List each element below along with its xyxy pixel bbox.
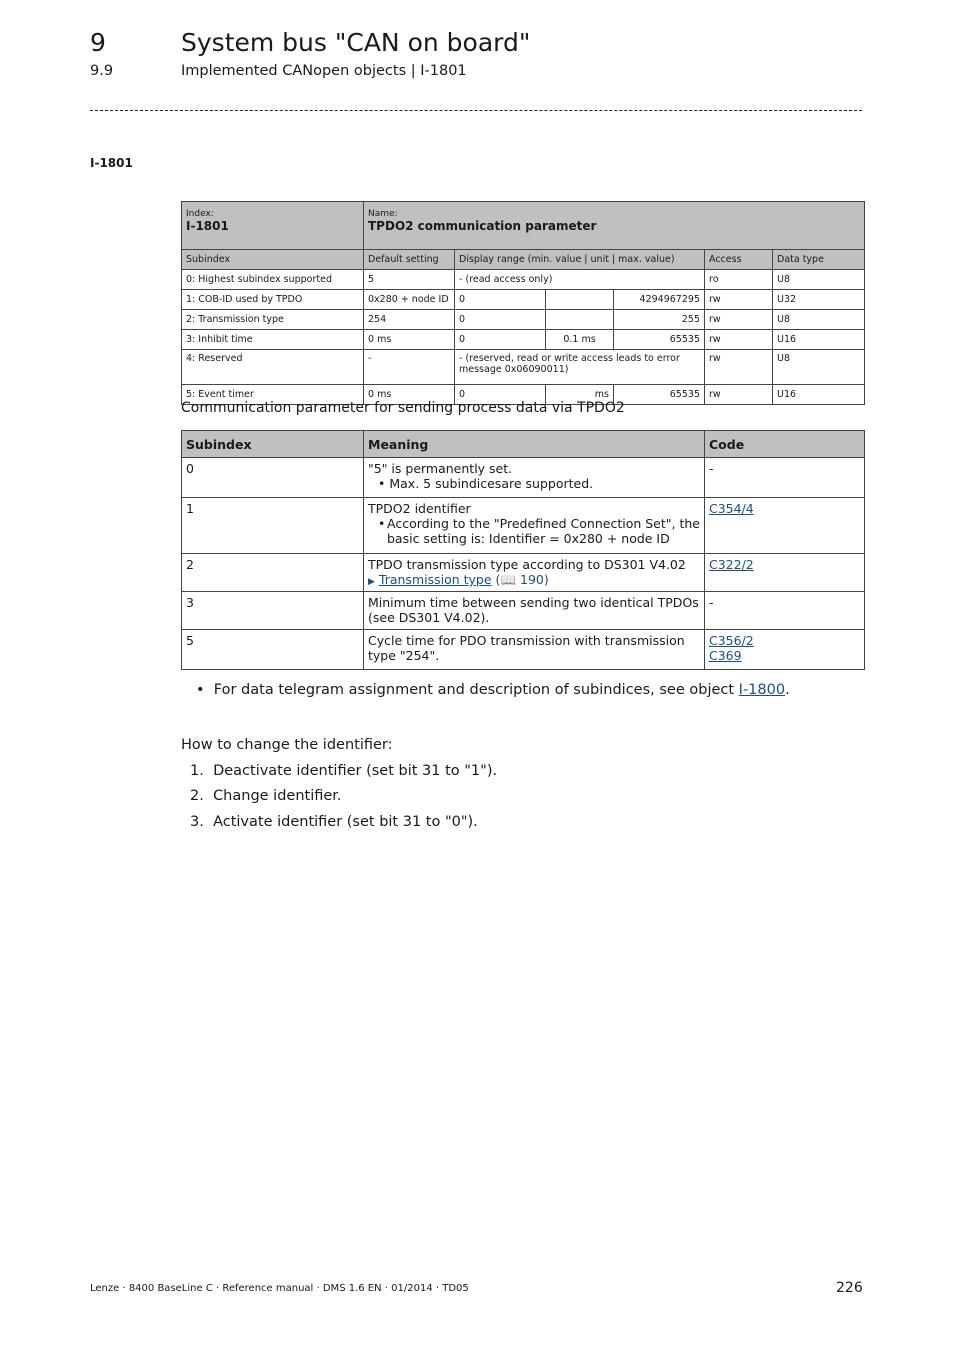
cell-max: 65535	[614, 330, 705, 350]
cell-access: rw	[705, 330, 773, 350]
cell-unit	[546, 290, 614, 310]
cell-default: 0 ms	[364, 330, 455, 350]
meaning-text: TPDO transmission type according to DS301 V4.02	[368, 557, 686, 572]
cell-subindex: 2: Transmission type	[182, 310, 364, 330]
section-number: 9.9	[90, 63, 114, 79]
cell-subindex: 3	[182, 592, 364, 630]
code-link[interactable]: C322/2	[709, 557, 754, 572]
cell-access: rw	[705, 350, 773, 385]
meaning-text: "5" is permanently set.	[368, 461, 513, 476]
index-value: I-1801	[186, 219, 229, 233]
table-row	[182, 458, 865, 498]
cell-min: 0	[455, 310, 546, 330]
cell-code	[705, 630, 865, 670]
cell-unit	[546, 310, 614, 330]
page-number: 226	[836, 1280, 863, 1296]
name-label: Name:	[368, 209, 398, 219]
table-header-row	[182, 431, 865, 458]
step-text: Change identifier.	[213, 788, 342, 804]
cell-access: rw	[705, 385, 773, 405]
cell-code	[705, 498, 865, 554]
cell-default: 254	[364, 310, 455, 330]
table-row	[182, 330, 865, 350]
cell-unit: ms	[546, 385, 614, 405]
note-text: For data telegram assignment and description of subindices, see object	[213, 682, 739, 698]
chapter-title: System bus "CAN on board"	[181, 28, 531, 57]
cell-subindex: 3: Inhibit time	[182, 330, 364, 350]
table-header-row	[182, 202, 865, 250]
cell-range: - (read access only)	[455, 270, 705, 290]
cell-unit: 0.1 ms	[546, 330, 614, 350]
step-text: Activate identifier (set bit 31 to "0").	[213, 814, 478, 830]
cell-max: 4294967295	[614, 290, 705, 310]
howto-title: How to change the identifier:	[181, 737, 393, 753]
cell-subindex: 5: Event timer	[182, 385, 364, 405]
cell-default: -	[364, 350, 455, 385]
cell-max: 255	[614, 310, 705, 330]
cell-subindex: 2	[182, 554, 364, 592]
bullet-dot: •	[196, 682, 205, 698]
cell-meaning	[364, 498, 705, 554]
col-header: Access	[705, 250, 773, 270]
howto-block	[181, 737, 497, 830]
col-header: Default setting	[364, 250, 455, 270]
cell-access: rw	[705, 310, 773, 330]
cell-meaning	[364, 554, 705, 592]
table-row	[182, 630, 865, 670]
table-caption: Communication parameter for sending process data via TPDO2	[181, 400, 625, 416]
cell-default: 5	[364, 270, 455, 290]
cell-code: -	[705, 592, 865, 630]
table-row	[182, 270, 865, 290]
table-row	[182, 310, 865, 330]
object-heading: I-1801	[90, 156, 133, 170]
cell-subindex: 4: Reserved	[182, 350, 364, 385]
meaning-bullet: • Max. 5 subindicesare supported.	[378, 476, 594, 491]
cell-subindex: 1	[182, 498, 364, 554]
code-link[interactable]: C369	[709, 648, 742, 663]
col-header: Code	[705, 431, 865, 458]
book-icon: 📖	[500, 572, 517, 587]
code-link[interactable]: C356/2	[709, 633, 754, 648]
cell-access: rw	[705, 290, 773, 310]
column-header-row	[182, 250, 865, 270]
section-title: Implemented CANopen objects | I-1801	[181, 63, 467, 79]
cell-subindex: 0	[182, 458, 364, 498]
cell-subindex: 5	[182, 630, 364, 670]
table-row	[182, 290, 865, 310]
i1800-link[interactable]: I-1800	[738, 682, 786, 698]
page-ref[interactable]: (📖 190)	[495, 572, 549, 587]
cross-reference	[368, 572, 700, 588]
cell-default: 0x280 + node ID	[364, 290, 455, 310]
cell-type: U16	[773, 330, 865, 350]
cell-code	[705, 554, 865, 592]
list-item: 1. Deactivate identifier (set bit 31 to "1").	[190, 763, 498, 779]
footer-text: Lenze · 8400 BaseLine C · Reference manual · DMS 1.6 EN · 01/2014 · TD05	[90, 1283, 469, 1294]
cell-code: -	[705, 458, 865, 498]
cell-meaning: Minimum time between sending two identical TPDOs (see DS301 V4.02).	[364, 592, 705, 630]
table-row	[182, 554, 865, 592]
cell-type: U32	[773, 290, 865, 310]
header-divider	[90, 110, 862, 111]
cell-type: U8	[773, 350, 865, 385]
cell-default: 0 ms	[364, 385, 455, 405]
note-end: .	[785, 682, 790, 698]
table-row	[182, 592, 865, 630]
cell-min: 0	[455, 385, 546, 405]
transmission-type-link[interactable]: Transmission type	[378, 572, 492, 587]
index-label: Index:	[186, 209, 214, 219]
cell-access: ro	[705, 270, 773, 290]
cell-max: 65535	[614, 385, 705, 405]
page-number: 190	[520, 572, 544, 587]
index-cell	[182, 202, 364, 250]
name-cell	[364, 202, 865, 250]
meaning-bullet	[368, 516, 700, 546]
code-link[interactable]: C354/4	[709, 501, 754, 516]
meaning-text: TPDO2 identifier	[368, 501, 471, 516]
arrow-right-icon: ▶	[368, 577, 375, 587]
cell-meaning	[364, 458, 705, 498]
col-header: Data type	[773, 250, 865, 270]
cell-meaning: Cycle time for PDO transmission with transmission type "254".	[364, 630, 705, 670]
cell-subindex: 1: COB-ID used by TPDO	[182, 290, 364, 310]
cell-type: U8	[773, 270, 865, 290]
cell-type: U8	[773, 310, 865, 330]
bullet-dot: •	[378, 516, 386, 531]
table-row	[182, 498, 865, 554]
col-header: Meaning	[364, 431, 705, 458]
col-header: Subindex	[182, 431, 364, 458]
list-item: 3. Activate identifier (set bit 31 to "0").	[190, 814, 478, 830]
chapter-number: 9	[90, 28, 106, 57]
cell-type: U16	[773, 385, 865, 405]
col-header: Display range (min. value | unit | max. value)	[455, 250, 705, 270]
col-header: Subindex	[182, 250, 364, 270]
cell-min: 0	[455, 290, 546, 310]
step-text: Deactivate identifier (set bit 31 to "1").	[213, 763, 498, 779]
cell-subindex: 0: Highest subindex supported	[182, 270, 364, 290]
object-parameter-table	[181, 201, 865, 405]
bullet-text: According to the "Predefined Connection Set", the basic setting is: Identifier = 0x280 + node ID	[387, 516, 700, 546]
list-item: 2. Change identifier.	[190, 788, 342, 804]
cell-range: - (reserved, read or write access leads to error message 0x06090011)	[455, 350, 705, 385]
table-row	[182, 350, 865, 385]
subindex-meaning-table	[181, 430, 865, 670]
name-value: TPDO2 communication parameter	[368, 219, 597, 233]
bullet-text: Max. 5 subindicesare supported.	[389, 476, 594, 491]
note-bullet	[196, 682, 790, 698]
cell-min: 0	[455, 330, 546, 350]
